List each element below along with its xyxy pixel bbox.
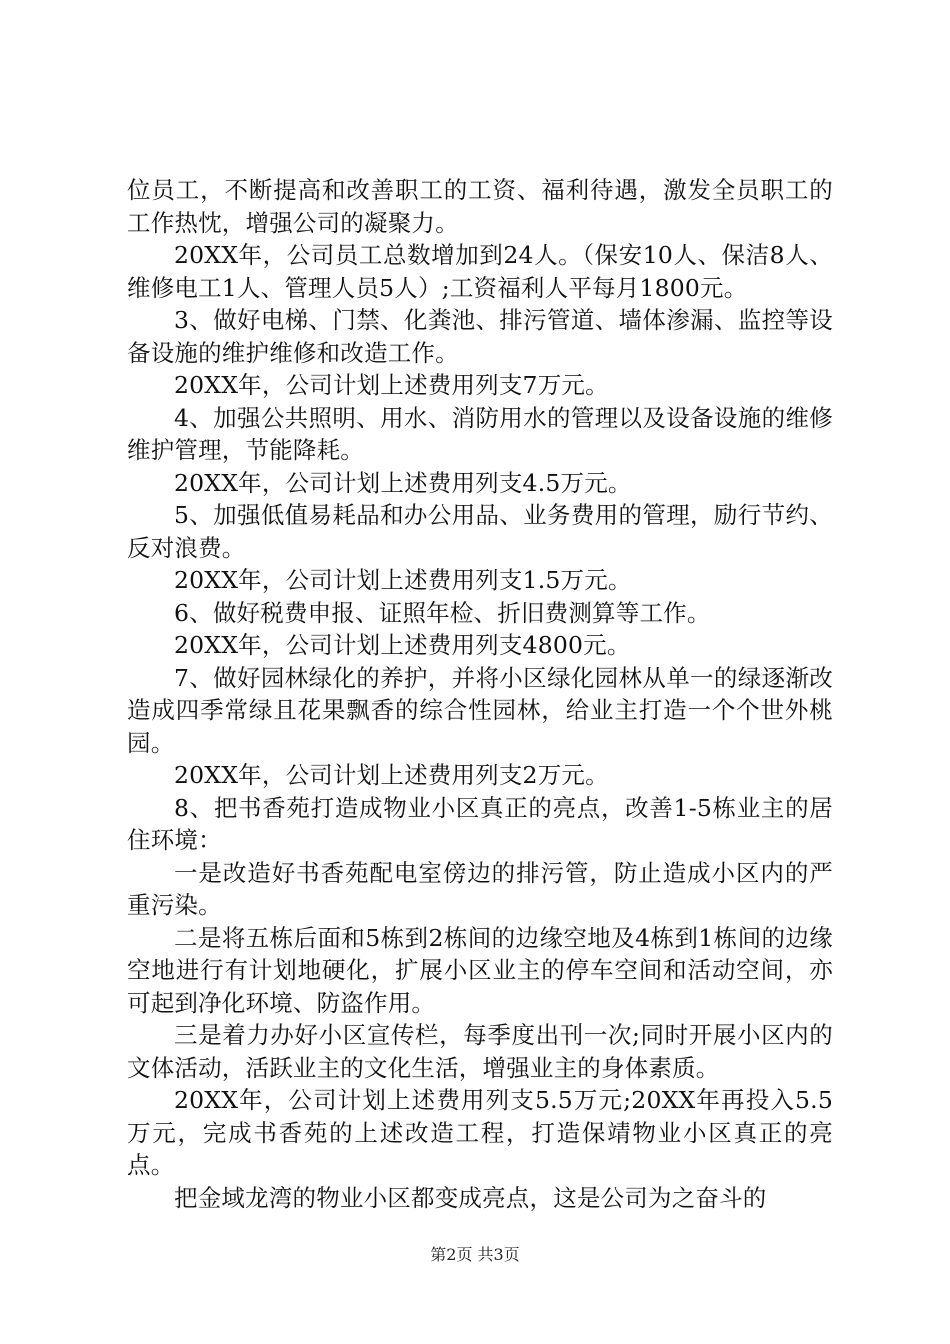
paragraph: 20XX年，公司计划上述费用列支7万元。 [174, 371, 609, 399]
paragraph: 20XX年，公司员工总数增加到24人。（保安10人、保洁8人、维修电工1人、管理人员5人）;工资福利人平每月1800元。 [127, 241, 833, 302]
page-footer: 第2页 共3页 [430, 1245, 520, 1264]
paragraph: 4、加强公共照明、用水、消防用水的管理以及设备设施的维修维护管理，节能降耗。 [127, 403, 833, 464]
paragraph: 20XX年，公司计划上述费用列支4800元。 [174, 631, 631, 659]
paragraph: 把金域龙湾的物业小区都变成亮点，这是公司为之奋斗的 [174, 1183, 767, 1212]
paragraph: 7、做好园林绿化的养护，并将小区绿化园林从单一的绿逐渐改造成四季常绿且花果飘香的综合性园林，给业主打造一个个世外桃园。 [127, 663, 833, 757]
paragraph: 20XX年，公司计划上述费用列支1.5万元。 [174, 566, 632, 594]
paragraph: 3、做好电梯、门禁、化粪池、排污管道、墙体渗漏、监控等设备设施的维护维修和改造工作。 [127, 306, 833, 367]
paragraph: 20XX年，公司计划上述费用列支2万元。 [174, 761, 609, 789]
paragraph: 20XX年，公司计划上述费用列支4.5万元。 [174, 468, 632, 497]
paragraph: 位员工，不断提高和改善职工的工资、福利待遇，激发全员职工的工作热忱，增强公司的凝聚力。 [127, 176, 833, 237]
paragraph: 6、做好税费申报、证照年检、折旧费测算等工作。 [174, 598, 711, 627]
paragraph: 8、把书香苑打造成物业小区真正的亮点，改善1-5栋业主的居住环境： [127, 793, 833, 854]
paragraph: 三是着力办好小区宣传栏，每季度出刊一次;同时开展小区内的文体活动，活跃业主的文化生活，增强业主的身体素质。 [127, 1021, 833, 1082]
paragraph: 20XX年，公司计划上述费用列支5.5万元;20XX年再投入5.5万元，完成书香苑的上述改造工程，打造保靖物业小区真正的亮点。 [127, 1086, 833, 1179]
document-body [127, 174, 833, 1214]
paragraph: 二是将五栋后面和5栋到2栋间的边缘空地及4栋到1栋间的边缘空地进行有计划地硬化，扩展小区业主的停车空间和活动空间，亦可起到净化环境、防盗作用。 [127, 923, 833, 1017]
paragraph: 5、加强低值易耗品和办公用品、业务费用的管理，励行节约、反对浪费。 [127, 501, 833, 562]
paragraph: 一是改造好书香苑配电室傍边的排污管，防止造成小区内的严重污染。 [127, 858, 833, 919]
